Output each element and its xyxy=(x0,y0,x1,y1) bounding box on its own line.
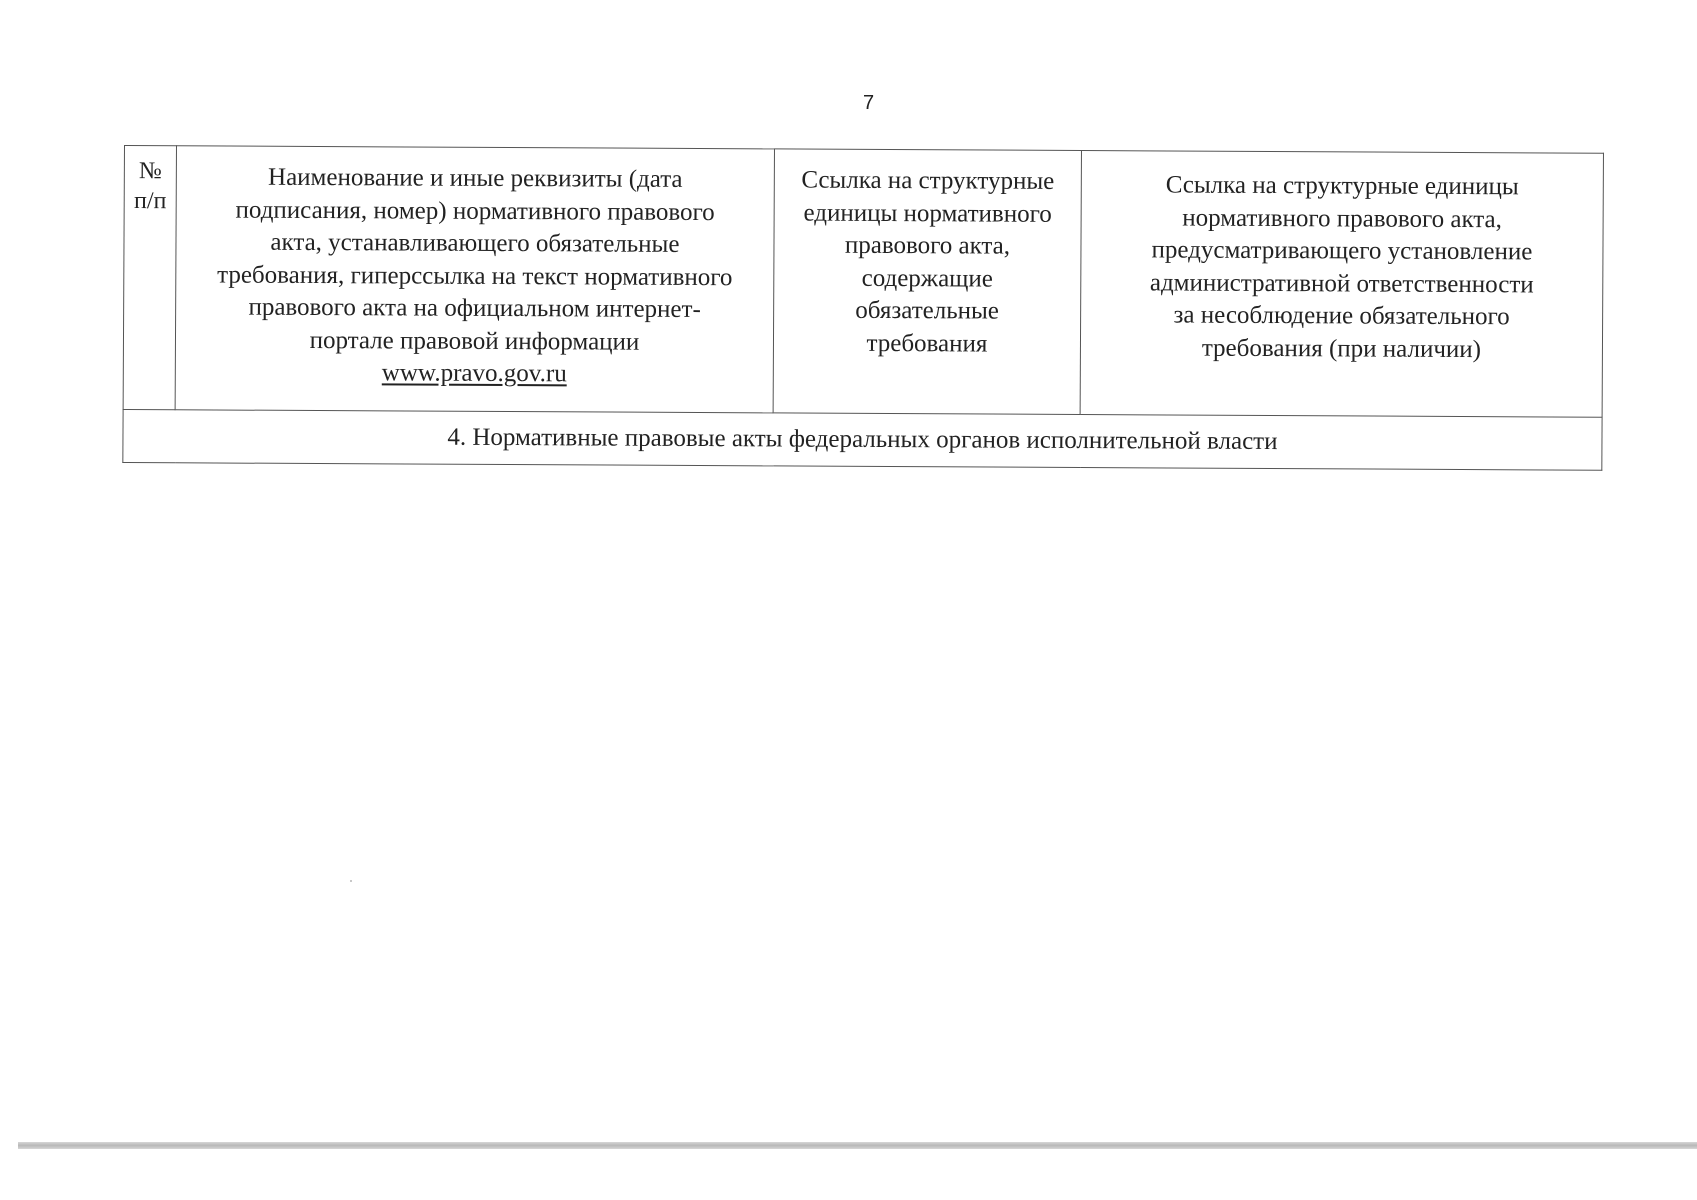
header-structural-units xyxy=(773,149,1081,415)
header-number-line: № xyxy=(138,158,162,185)
header-structural-units-line: единицы нормативного xyxy=(803,199,1052,228)
section-title: 4. Нормативные правовые акты федеральных органов исполнительной власти xyxy=(123,409,1602,470)
requirements-table xyxy=(122,145,1604,471)
header-liability-line: нормативного правового акта, xyxy=(1182,204,1502,233)
header-act-name-line: подписания, номер) нормативного правового xyxy=(235,196,715,226)
scan-speck xyxy=(350,880,352,882)
header-structural-units-line: содержащие xyxy=(861,264,994,293)
page-bottom-edge xyxy=(18,1142,1697,1149)
header-liability-line: предусматривающего установление xyxy=(1151,236,1533,266)
header-liability-line: административной ответственности xyxy=(1149,268,1534,298)
header-administrative-liability xyxy=(1080,151,1603,418)
page-number: 7 xyxy=(862,92,875,114)
table-header-row xyxy=(123,146,1603,418)
section-row xyxy=(123,409,1602,470)
header-act-name-line: правового акта на официальном интернет- xyxy=(248,293,701,324)
pravo-link[interactable]: www.pravo.gov.ru xyxy=(381,359,567,388)
header-structural-units-line: правового акта, xyxy=(844,231,1011,260)
header-act-name-line: портале правовой информации xyxy=(309,326,640,356)
header-structural-units-line: Ссылка на структурные xyxy=(801,166,1055,195)
header-structural-units-line: требования xyxy=(866,329,988,358)
header-liability-line: требования (при наличии) xyxy=(1201,334,1482,363)
header-act-name-line: требования, гиперссылка на текст нормативного xyxy=(217,260,733,291)
header-liability-line: за несоблюдение обязательного xyxy=(1173,301,1510,331)
header-number-line: п/п xyxy=(133,188,167,215)
header-act-name xyxy=(175,146,774,413)
header-act-name-line: акта, устанавливающего обязательные xyxy=(270,228,680,258)
header-act-name-line: Наименование и иные реквизиты (дата xyxy=(267,163,683,193)
header-liability-line: Ссылка на структурные единицы xyxy=(1165,171,1519,201)
header-structural-units-line: обязательные xyxy=(855,296,1000,325)
header-number xyxy=(123,146,176,410)
